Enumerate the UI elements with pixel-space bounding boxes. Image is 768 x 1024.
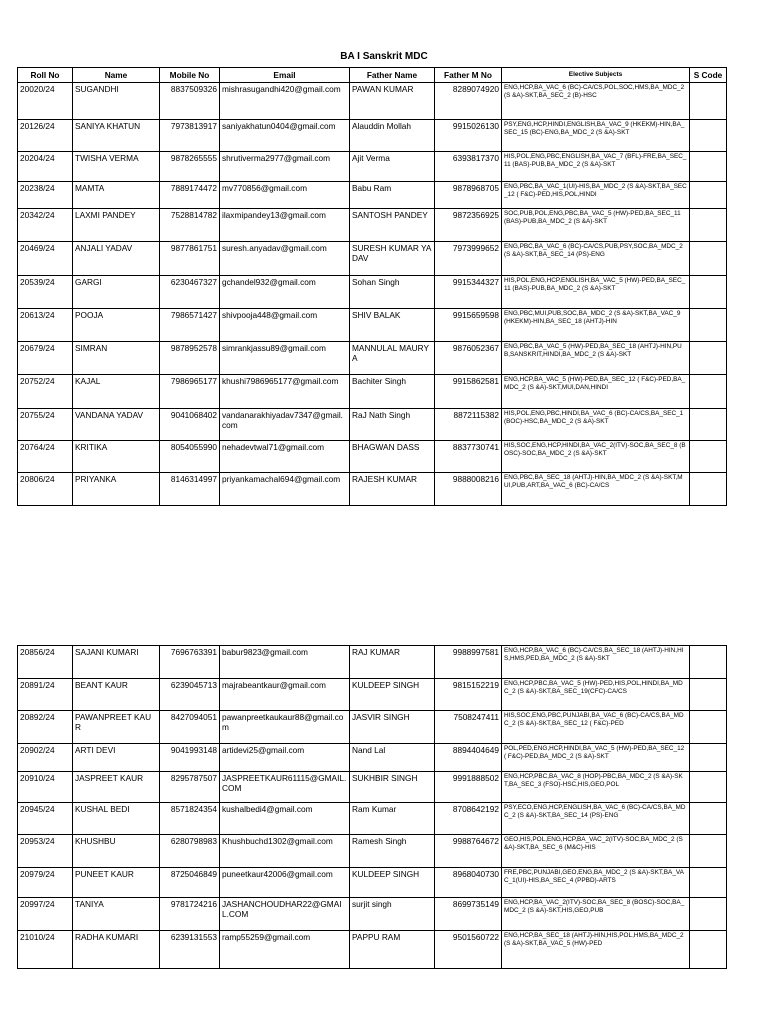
name-cell: KUSHAL BEDI: [73, 803, 160, 835]
father-mobile-cell: 8968040730: [435, 868, 502, 898]
email-cell: priyankamachal694@gmail.com: [220, 473, 350, 506]
elective-subjects-cell: GEO,HIS,POL,ENG,HCP,BA_VAC_2(ITV)-SOC,BA_MDC_2 (S &A)-SKT,BA_SEC_6 (M&C)-HIS: [502, 835, 690, 868]
mobile-cell: 7986571427: [160, 309, 220, 342]
name-cell: TWISHA VERMA: [73, 152, 160, 182]
table-row: [18, 931, 727, 969]
email-cell: artidevi25@gmail.com: [220, 744, 350, 772]
father-mobile-cell: 6393817370: [435, 152, 502, 182]
roll-no-cell: 20204/24: [18, 152, 73, 182]
father-mobile-cell: 9876052367: [435, 342, 502, 375]
father-name-cell: Babu Ram: [350, 182, 435, 209]
table-row: [18, 744, 727, 772]
email-cell: JASHANCHOUDHAR22@GMAIL.COM: [220, 898, 350, 931]
father-mobile-cell: 9988997581: [435, 646, 502, 679]
header-row: [18, 68, 727, 83]
roll-no-cell: 20945/24: [18, 803, 73, 835]
s-code-cell: [690, 182, 727, 209]
s-code-cell: [690, 835, 727, 868]
roll-no-cell: 20953/24: [18, 835, 73, 868]
elective-subjects-cell: POL,PED,ENG,HCP,HINDI,BA_VAC_5 (HW)-PED,BA_SEC_12 ( F&C)-PED,BA_MDC_2 (S &A)-SKT: [502, 744, 690, 772]
mobile-cell: 9878265555: [160, 152, 220, 182]
elective-subjects-cell: ENG,HCP,BA_VAC_6 (BC)-CA/CS,POL,SOC,HMS,BA_MDC_2 (S &A)-SKT,BA_SEC_2 (B)-HSC: [502, 83, 690, 120]
elective-subjects-cell: ENG,HCP,PBC,BA_VAC_8 (HOP)-PBC,BA_MDC_2 (S &A)-SKT,BA_SEC_3 (FSO)-HSC,HIS,GEO,POL: [502, 772, 690, 803]
table-row: [18, 242, 727, 276]
father-mobile-cell: 8708642192: [435, 803, 502, 835]
document-title: BA I Sanskrit MDC: [340, 51, 428, 62]
roll-no-cell: 20679/24: [18, 342, 73, 375]
father-name-cell: RAJ KUMAR: [350, 646, 435, 679]
roll-no-cell: 20997/24: [18, 898, 73, 931]
elective-subjects-cell: ENG,PBC,BA_SEC_18 (AHTJ)-HIN,BA_MDC_2 (S &A)-SKT,MUI,PUB,ART,BA_VAC_6 (BC)-CA/CS: [502, 473, 690, 506]
name-cell: KHUSHBU: [73, 835, 160, 868]
mobile-cell: 8146314997: [160, 473, 220, 506]
father-name-cell: JASVIR SINGH: [350, 711, 435, 744]
name-cell: RADHA KUMARI: [73, 931, 160, 969]
name-cell: BEANT KAUR: [73, 679, 160, 711]
roll-no-cell: 20764/24: [18, 441, 73, 473]
father-name-cell: PAPPU RAM: [350, 931, 435, 969]
father-name-cell: RAJESH KUMAR: [350, 473, 435, 506]
father-name-cell: RaJ Nath Singh: [350, 409, 435, 441]
name-cell: SUGANDHI: [73, 83, 160, 120]
email-cell: kushalbedi4@gmail.com: [220, 803, 350, 835]
s-code-cell: [690, 679, 727, 711]
roll-no-cell: 20755/24: [18, 409, 73, 441]
elective-subjects-cell: PSY,ECO,ENG,HCP,ENGLISH,BA_VAC_6 (BC)-CA/CS,BA_MDC_2 (S &A)-SKT,BA_SEC_14 (PS)-ENG: [502, 803, 690, 835]
mobile-cell: 9781724216: [160, 898, 220, 931]
elective-subjects-cell: HIS,SOC,ENG,PBC,PUNJABI,BA_VAC_6 (BC)-CA/CS,BA_MDC_2 (S &A)-SKT,BA_SEC_12 ( F&C)-PED: [502, 711, 690, 744]
header-s-code: S Code: [690, 68, 727, 83]
email-cell: gchandel932@gmail.com: [220, 276, 350, 309]
table-row: [18, 441, 727, 473]
email-cell: mishrasugandhi420@gmail.com: [220, 83, 350, 120]
name-cell: PRIYANKA: [73, 473, 160, 506]
header-name: Name: [73, 68, 160, 83]
mobile-cell: 7986965177: [160, 375, 220, 409]
table-row: [18, 120, 727, 152]
roll-no-cell: 20469/24: [18, 242, 73, 276]
email-cell: nehadevtwal71@gmail.com: [220, 441, 350, 473]
elective-subjects-cell: HIS,SOC,ENG,HCP,HINDI,BA_VAC_2(ITV)-SOC,BA_SEC_8 (BOSC)-SOC,BA_MDC_2 (S &A)-SKT: [502, 441, 690, 473]
s-code-cell: [690, 868, 727, 898]
mobile-cell: 9878952578: [160, 342, 220, 375]
s-code-cell: [690, 83, 727, 120]
father-name-cell: SURESH KUMAR YADAV: [350, 242, 435, 276]
elective-subjects-cell: ENG,HCP,BA_VAC_6 (BC)-CA/CS,BA_SEC_18 (AHTJ)-HIN,HIS,HMS,PED,BA_MDC_2 (S &A)-SKT: [502, 646, 690, 679]
father-mobile-cell: 8872115382: [435, 409, 502, 441]
father-mobile-cell: 9915862581: [435, 375, 502, 409]
email-cell: pawanpreetkaukaur88@gmail.com: [220, 711, 350, 744]
father-mobile-cell: 9915659598: [435, 309, 502, 342]
name-cell: POOJA: [73, 309, 160, 342]
email-cell: Khushbuchd1302@gmail.com: [220, 835, 350, 868]
name-cell: MAMTA: [73, 182, 160, 209]
table-row: [18, 835, 727, 868]
s-code-cell: [690, 152, 727, 182]
s-code-cell: [690, 898, 727, 931]
father-mobile-cell: 9501560722: [435, 931, 502, 969]
father-name-cell: Nand Lal: [350, 744, 435, 772]
father-name-cell: surjit singh: [350, 898, 435, 931]
roll-no-cell: 20856/24: [18, 646, 73, 679]
s-code-cell: [690, 309, 727, 342]
father-mobile-cell: 8837730741: [435, 441, 502, 473]
father-name-cell: Sohan Singh: [350, 276, 435, 309]
name-cell: PAWANPREET KAUR: [73, 711, 160, 744]
roll-no-cell: 20979/24: [18, 868, 73, 898]
mobile-cell: 9877861751: [160, 242, 220, 276]
father-name-cell: Alauddin Mollah: [350, 120, 435, 152]
name-cell: VANDANA YADAV: [73, 409, 160, 441]
mobile-cell: 9041993148: [160, 744, 220, 772]
elective-subjects-cell: FRE,PBC,PUNJABI,GEO,ENG,BA_MDC_2 (S &A)-SKT,BA_VAC_1(UI)-HIS,BA_SEC_4 (PPBD)-ARTS: [502, 868, 690, 898]
s-code-cell: [690, 120, 727, 152]
mobile-cell: 7889174472: [160, 182, 220, 209]
email-cell: mv770856@gmail.com: [220, 182, 350, 209]
table-row: [18, 679, 727, 711]
s-code-cell: [690, 931, 727, 969]
email-cell: vandanarakhiyadav7347@gmail.com: [220, 409, 350, 441]
s-code-cell: [690, 342, 727, 375]
name-cell: TANIYA: [73, 898, 160, 931]
mobile-cell: 6280798983: [160, 835, 220, 868]
email-cell: majrabeantkaur@gmail.com: [220, 679, 350, 711]
email-cell: ilaxmipandey13@gmail.com: [220, 209, 350, 242]
elective-subjects-cell: HIS,POL,ENG,HCP,ENGLISH,BA_VAC_5 (HW)-PED,BA_SEC_11 (BAS)-PUB,BA_MDC_2 (S &A)-SKT: [502, 276, 690, 309]
name-cell: KRITIKA: [73, 441, 160, 473]
roll-no-cell: 20539/24: [18, 276, 73, 309]
s-code-cell: [690, 242, 727, 276]
table-row: [18, 868, 727, 898]
s-code-cell: [690, 646, 727, 679]
mobile-cell: 7973813917: [160, 120, 220, 152]
father-mobile-cell: 9878968705: [435, 182, 502, 209]
name-cell: PUNEET KAUR: [73, 868, 160, 898]
name-cell: ANJALI YADAV: [73, 242, 160, 276]
father-name-cell: KULDEEP SINGH: [350, 679, 435, 711]
s-code-cell: [690, 711, 727, 744]
mobile-cell: 7528814782: [160, 209, 220, 242]
student-table-1: [17, 67, 727, 506]
elective-subjects-cell: HIS,POL,ENG,PBC,HINDI,BA_VAC_6 (BC)-CA/CS,BA_SEC_1 (BOC)-HSC,BA_MDC_2 (S &A)-SKT: [502, 409, 690, 441]
table-row: [18, 309, 727, 342]
s-code-cell: [690, 473, 727, 506]
elective-subjects-cell: ENG,HCP,BA_VAC_5 (HW)-PED,BA_SEC_12 ( F&C)-PED,BA_MDC_2 (S &A)-SKT,MUI,DAN,HINDI: [502, 375, 690, 409]
email-cell: puneetkaur42006@gmail.com: [220, 868, 350, 898]
email-cell: babur9823@gmail.com: [220, 646, 350, 679]
s-code-cell: [690, 209, 727, 242]
father-mobile-cell: 8894404649: [435, 744, 502, 772]
mobile-cell: 8571824354: [160, 803, 220, 835]
roll-no-cell: 20806/24: [18, 473, 73, 506]
elective-subjects-cell: ENG,HCP,BA_SEC_18 (AHTJ)-HIN,HIS,POL,HMS,BA_MDC_2 (S &A)-SKT,BA_VAC_5 (HW)-PED: [502, 931, 690, 969]
father-mobile-cell: 9915026130: [435, 120, 502, 152]
s-code-cell: [690, 409, 727, 441]
father-name-cell: SANTOSH PANDEY: [350, 209, 435, 242]
roll-no-cell: 20613/24: [18, 309, 73, 342]
table-row: [18, 473, 727, 506]
roll-no-cell: 20891/24: [18, 679, 73, 711]
name-cell: KAJAL: [73, 375, 160, 409]
table-row: [18, 182, 727, 209]
email-cell: ramp55259@gmail.com: [220, 931, 350, 969]
elective-subjects-cell: ENG,HCP,BA_VAC_2(ITV)-SOC,BA_SEC_8 (BOSC)-SOC,BA_MDC_2 (S &A)-SKT,HIS,GEO,PUB: [502, 898, 690, 931]
father-name-cell: Ramesh Singh: [350, 835, 435, 868]
mobile-cell: 7696763391: [160, 646, 220, 679]
table-row: [18, 711, 727, 744]
mobile-cell: 8295787507: [160, 772, 220, 803]
table-row: [18, 646, 727, 679]
elective-subjects-cell: ENG,PBC,BA_VAC_5 (HW)-PED,BA_SEC_18 (AHTJ)-HIN,PUB,SANSKRIT,HINDI,BA_MDC_2 (S &A)-SKT: [502, 342, 690, 375]
table-row: [18, 152, 727, 182]
name-cell: LAXMI PANDEY: [73, 209, 160, 242]
s-code-cell: [690, 375, 727, 409]
student-table-2: [17, 645, 727, 969]
header-father-mobile: Father M No: [435, 68, 502, 83]
header-father-name: Father Name: [350, 68, 435, 83]
header-email: Email: [220, 68, 350, 83]
table-row: [18, 772, 727, 803]
name-cell: SIMRAN: [73, 342, 160, 375]
father-mobile-cell: 9988764672: [435, 835, 502, 868]
header-roll-no: Roll No: [18, 68, 73, 83]
mobile-cell: 8054055990: [160, 441, 220, 473]
father-mobile-cell: 9872356925: [435, 209, 502, 242]
father-mobile-cell: 9991888502: [435, 772, 502, 803]
elective-subjects-cell: PSY,ENG,HCP,HINDI,ENGLISH,BA_VAC_9 (HKEKM)-HIN,BA_SEC_15 (BC)-ENG,BA_MDC_2 (S &A)-SKT: [502, 120, 690, 152]
roll-no-cell: 20910/24: [18, 772, 73, 803]
father-name-cell: SHIV BALAK: [350, 309, 435, 342]
father-mobile-cell: 7973999652: [435, 242, 502, 276]
roll-no-cell: 20126/24: [18, 120, 73, 152]
mobile-cell: 8837509326: [160, 83, 220, 120]
s-code-cell: [690, 772, 727, 803]
father-name-cell: MANNULAL MAURYA: [350, 342, 435, 375]
table-row: [18, 409, 727, 441]
name-cell: ARTI DEVI: [73, 744, 160, 772]
email-cell: shrutiverma2977@gmail.com: [220, 152, 350, 182]
name-cell: SANIYA KHATUN: [73, 120, 160, 152]
roll-no-cell: 21010/24: [18, 931, 73, 969]
email-cell: JASPREETKAUR61115@GMAIL.COM: [220, 772, 350, 803]
name-cell: SAJANI KUMARI: [73, 646, 160, 679]
father-mobile-cell: 9888008216: [435, 473, 502, 506]
roll-no-cell: 20342/24: [18, 209, 73, 242]
email-cell: simrankjassu89@gmail.com: [220, 342, 350, 375]
elective-subjects-cell: SOC,PUB,POL,ENG,PBC,BA_VAC_5 (HW)-PED,BA_SEC_11 (BAS)-PUB,BA_MDC_2 (S &A)-SKT: [502, 209, 690, 242]
s-code-cell: [690, 276, 727, 309]
mobile-cell: 8725046849: [160, 868, 220, 898]
father-name-cell: Ram Kumar: [350, 803, 435, 835]
roll-no-cell: 20892/24: [18, 711, 73, 744]
s-code-cell: [690, 441, 727, 473]
father-mobile-cell: 9915344327: [435, 276, 502, 309]
mobile-cell: 9041068402: [160, 409, 220, 441]
mobile-cell: 8427094051: [160, 711, 220, 744]
s-code-cell: [690, 803, 727, 835]
father-name-cell: SUKHBIR SINGH: [350, 772, 435, 803]
email-cell: saniyakhatun0404@gmail.com: [220, 120, 350, 152]
elective-subjects-cell: ENG,PBC,BA_VAC_6 (BC)-CA/CS,PUB,PSY,SOC,BA_MDC_2 (S &A)-SKT,BA_SEC_14 (PS)-ENG: [502, 242, 690, 276]
elective-subjects-cell: HIS,POL,ENG,PBC,ENGLISH,BA_VAC_7 (BFL)-FRE,BA_SEC_11 (BAS)-PUB,BA_MDC_2 (S &A)-SKT: [502, 152, 690, 182]
father-name-cell: PAWAN KUMAR: [350, 83, 435, 120]
elective-subjects-cell: ENG,HCP,PBC,BA_VAC_5 (HW)-PED,HIS,POL,HINDI,BA_MDC_2 (S &A)-SKT,BA_SEC_19(CFC)-CA/CS: [502, 679, 690, 711]
father-mobile-cell: 9815152219: [435, 679, 502, 711]
s-code-cell: [690, 744, 727, 772]
header-elective-subjects: Elective Subjects: [502, 68, 690, 83]
elective-subjects-cell: ENG,PBC,MUI,PUB,SOC,BA_MDC_2 (S &A)-SKT,BA_VAC_9 (HKEKM)-HIN,BA_SEC_18 (AHTJ)-HIN: [502, 309, 690, 342]
table-row: [18, 342, 727, 375]
table-row: [18, 375, 727, 409]
father-mobile-cell: 8289074920: [435, 83, 502, 120]
father-name-cell: Bachiter Singh: [350, 375, 435, 409]
roll-no-cell: 20752/24: [18, 375, 73, 409]
email-cell: shivpooja448@gmail.com: [220, 309, 350, 342]
table-row: [18, 83, 727, 120]
father-mobile-cell: 8699735149: [435, 898, 502, 931]
roll-no-cell: 20238/24: [18, 182, 73, 209]
email-cell: khushi7986965177@gmail.com: [220, 375, 350, 409]
father-name-cell: BHAGWAN DASS: [350, 441, 435, 473]
table-row: [18, 898, 727, 931]
header-mobile-no: Mobile No: [160, 68, 220, 83]
table-row: [18, 209, 727, 242]
table-row: [18, 803, 727, 835]
elective-subjects-cell: ENG,PBC,BA_VAC_1(UI)-HIS,BA_MDC_2 (S &A)-SKT,BA_SEC_12 ( F&C)-PED,HIS,POL,HINDI: [502, 182, 690, 209]
name-cell: GARGI: [73, 276, 160, 309]
father-name-cell: KULDEEP SINGH: [350, 868, 435, 898]
mobile-cell: 6239045713: [160, 679, 220, 711]
father-mobile-cell: 7508247411: [435, 711, 502, 744]
name-cell: JASPREET KAUR: [73, 772, 160, 803]
roll-no-cell: 20902/24: [18, 744, 73, 772]
mobile-cell: 6239131553: [160, 931, 220, 969]
mobile-cell: 6230467327: [160, 276, 220, 309]
roll-no-cell: 20020/24: [18, 83, 73, 120]
father-name-cell: Ajit Verma: [350, 152, 435, 182]
email-cell: suresh.anyadav@gmail.com: [220, 242, 350, 276]
table-row: [18, 276, 727, 309]
